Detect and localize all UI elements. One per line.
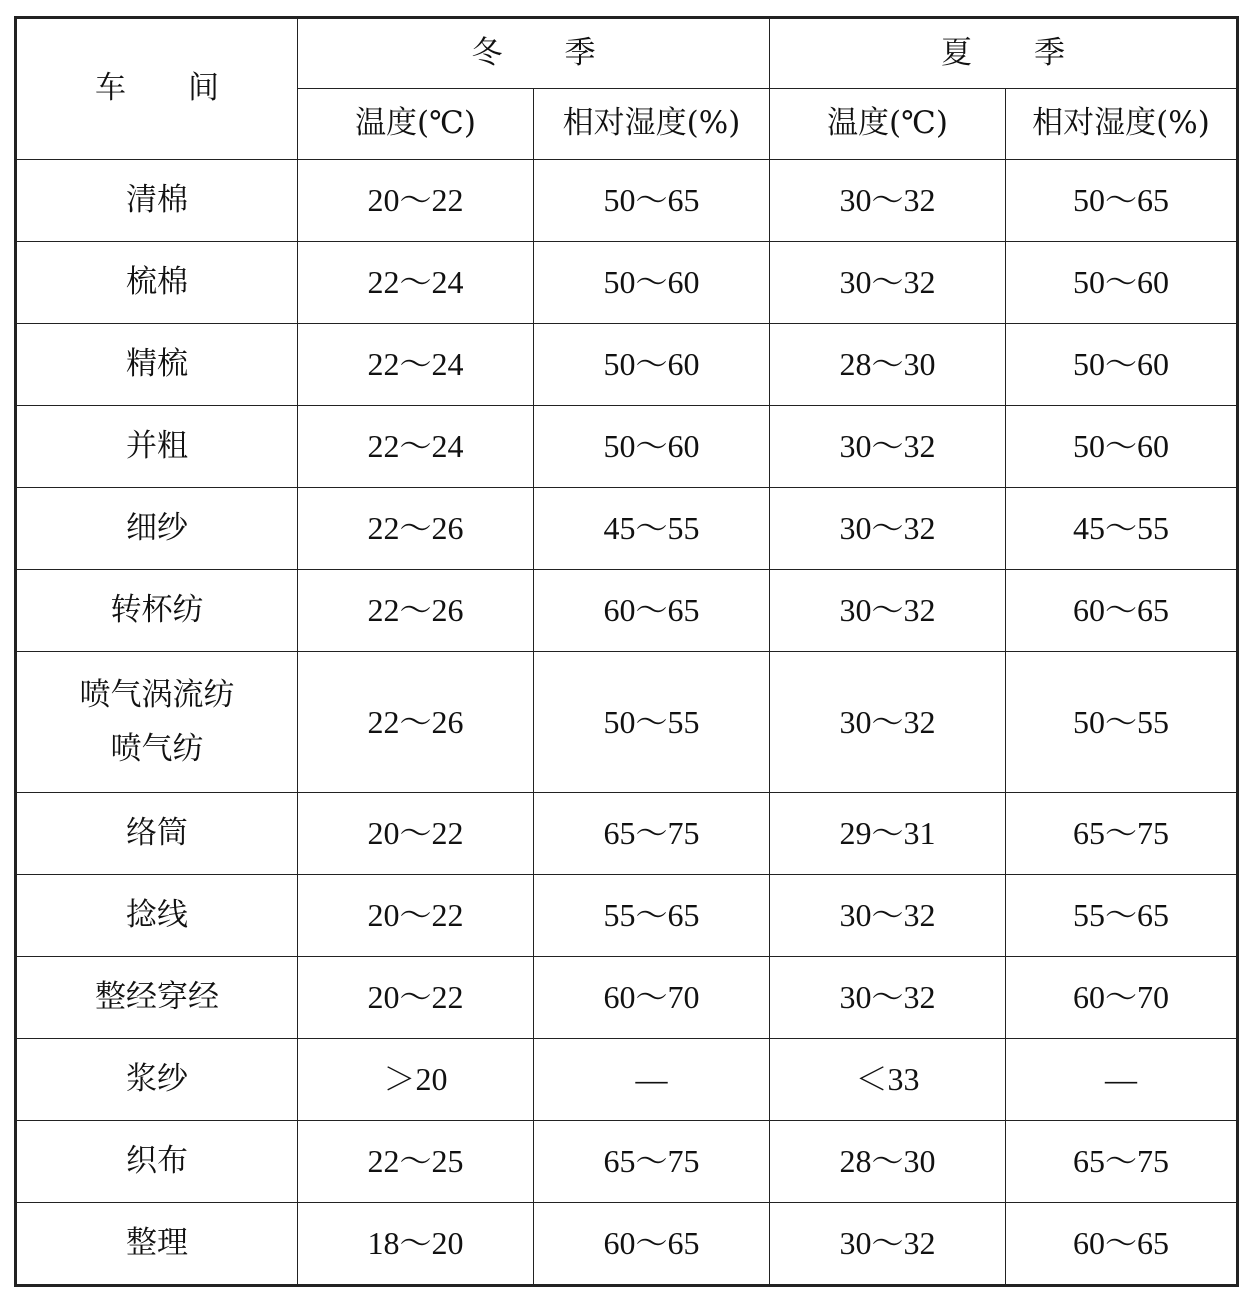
winter-humidity-cell: 50～60 — [534, 324, 770, 406]
workshop-name: 浆纱 — [126, 1060, 188, 1097]
summer-temperature-cell: 29～31 — [770, 793, 1006, 875]
winter-temperature-cell: 22～26 — [298, 652, 534, 793]
workshop-name: 络筒 — [126, 814, 188, 851]
workshop-name-cell — [16, 242, 298, 324]
workshop-name-cell — [16, 652, 298, 793]
winter-temperature-cell: 22～24 — [298, 242, 534, 324]
workshop-name: 喷气涡流纺 — [79, 677, 235, 713]
summer-temperature-cell: 30～32 — [770, 406, 1006, 488]
table-row — [16, 406, 1238, 488]
summer-temperature-cell: ＜33 — [770, 1039, 1006, 1121]
workshop-name: 转杯纺 — [110, 591, 204, 628]
summer-temperature-cell: 28～30 — [770, 324, 1006, 406]
summer-humidity-cell: 50～60 — [1006, 324, 1238, 406]
winter-humidity-cell: 45～55 — [534, 488, 770, 570]
summer-temperature-cell: 30～32 — [770, 160, 1006, 242]
header-workshop: 车 间 — [16, 18, 298, 160]
workshop-name-cell — [16, 324, 298, 406]
workshop-name-cell — [16, 1121, 298, 1203]
header-summer-temperature: 温度(℃) — [770, 89, 1006, 160]
workshop-name-cell — [16, 793, 298, 875]
table-row — [16, 1039, 1238, 1121]
workshop-name: 梳棉 — [126, 263, 188, 300]
winter-humidity-cell: — — [534, 1039, 770, 1121]
header-summer: 夏 季 — [770, 18, 1238, 89]
workshop-name: 精梳 — [126, 345, 188, 382]
header-winter-humidity: 相对湿度(%) — [534, 89, 770, 160]
workshop-climate-table — [14, 16, 1239, 1287]
summer-humidity-cell: 60～65 — [1006, 570, 1238, 652]
winter-humidity-cell: 50～60 — [534, 406, 770, 488]
header-summer-humidity: 相对湿度(%) — [1006, 89, 1238, 160]
table-row — [16, 324, 1238, 406]
workshop-name-cell — [16, 488, 298, 570]
table-row — [16, 1203, 1238, 1286]
winter-temperature-cell: 22～24 — [298, 324, 534, 406]
workshop-name: 细纱 — [126, 509, 188, 546]
table-row — [16, 242, 1238, 324]
header-winter: 冬 季 — [298, 18, 770, 89]
winter-humidity-cell: 60～70 — [534, 957, 770, 1039]
winter-temperature-cell: 20～22 — [298, 957, 534, 1039]
workshop-name-cell — [16, 875, 298, 957]
winter-humidity-cell: 50～60 — [534, 242, 770, 324]
table-row — [16, 652, 1238, 793]
table-row — [16, 570, 1238, 652]
summer-humidity-cell: 50～65 — [1006, 160, 1238, 242]
winter-humidity-cell: 60～65 — [534, 1203, 770, 1286]
table-body — [16, 160, 1238, 1286]
workshop-name-cell — [16, 570, 298, 652]
workshop-name: 并粗 — [126, 427, 188, 464]
winter-temperature-cell: 22～26 — [298, 488, 534, 570]
summer-temperature-cell: 30～32 — [770, 875, 1006, 957]
winter-temperature-cell: 22～24 — [298, 406, 534, 488]
summer-temperature-cell: 30～32 — [770, 242, 1006, 324]
winter-humidity-cell: 60～65 — [534, 570, 770, 652]
winter-temperature-cell: ＞20 — [298, 1039, 534, 1121]
summer-humidity-cell: 55～65 — [1006, 875, 1238, 957]
table-row — [16, 1121, 1238, 1203]
header-row-seasons — [16, 18, 1238, 89]
summer-temperature-cell: 30～32 — [770, 570, 1006, 652]
workshop-name: 整经穿经 — [95, 978, 219, 1015]
summer-temperature-cell: 28～30 — [770, 1121, 1006, 1203]
summer-temperature-cell: 30～32 — [770, 652, 1006, 793]
workshop-name-cell — [16, 1203, 298, 1286]
summer-humidity-cell: 65～75 — [1006, 793, 1238, 875]
table-row — [16, 793, 1238, 875]
winter-temperature-cell: 20～22 — [298, 875, 534, 957]
workshop-name-cell — [16, 957, 298, 1039]
table-row — [16, 875, 1238, 957]
winter-humidity-cell: 65～75 — [534, 1121, 770, 1203]
table-row — [16, 957, 1238, 1039]
winter-humidity-cell: 55～65 — [534, 875, 770, 957]
summer-humidity-cell: 45～55 — [1006, 488, 1238, 570]
summer-humidity-cell: 60～70 — [1006, 957, 1238, 1039]
workshop-name-cell — [16, 406, 298, 488]
summer-humidity-cell: 50～55 — [1006, 652, 1238, 793]
workshop-name: 捻线 — [126, 896, 188, 933]
winter-temperature-cell: 22～26 — [298, 570, 534, 652]
workshop-name: 清棉 — [126, 181, 188, 218]
table-row — [16, 160, 1238, 242]
winter-temperature-cell: 18～20 — [298, 1203, 534, 1286]
winter-temperature-cell: 22～25 — [298, 1121, 534, 1203]
summer-humidity-cell: 65～75 — [1006, 1121, 1238, 1203]
summer-temperature-cell: 30～32 — [770, 488, 1006, 570]
winter-temperature-cell: 20～22 — [298, 793, 534, 875]
workshop-name: 整理 — [126, 1224, 188, 1261]
header-winter-temperature: 温度(℃) — [298, 89, 534, 160]
summer-humidity-cell: 50～60 — [1006, 406, 1238, 488]
winter-temperature-cell: 20～22 — [298, 160, 534, 242]
workshop-name-cell — [16, 160, 298, 242]
summer-temperature-cell: 30～32 — [770, 1203, 1006, 1286]
workshop-name: 喷气纺 — [110, 731, 204, 767]
winter-humidity-cell: 65～75 — [534, 793, 770, 875]
summer-temperature-cell: 30～32 — [770, 957, 1006, 1039]
winter-humidity-cell: 50～65 — [534, 160, 770, 242]
summer-humidity-cell: 50～60 — [1006, 242, 1238, 324]
summer-humidity-cell: — — [1006, 1039, 1238, 1121]
winter-humidity-cell: 50～55 — [534, 652, 770, 793]
table-row — [16, 488, 1238, 570]
summer-humidity-cell: 60～65 — [1006, 1203, 1238, 1286]
workshop-name-cell — [16, 1039, 298, 1121]
workshop-name: 织布 — [126, 1142, 188, 1179]
